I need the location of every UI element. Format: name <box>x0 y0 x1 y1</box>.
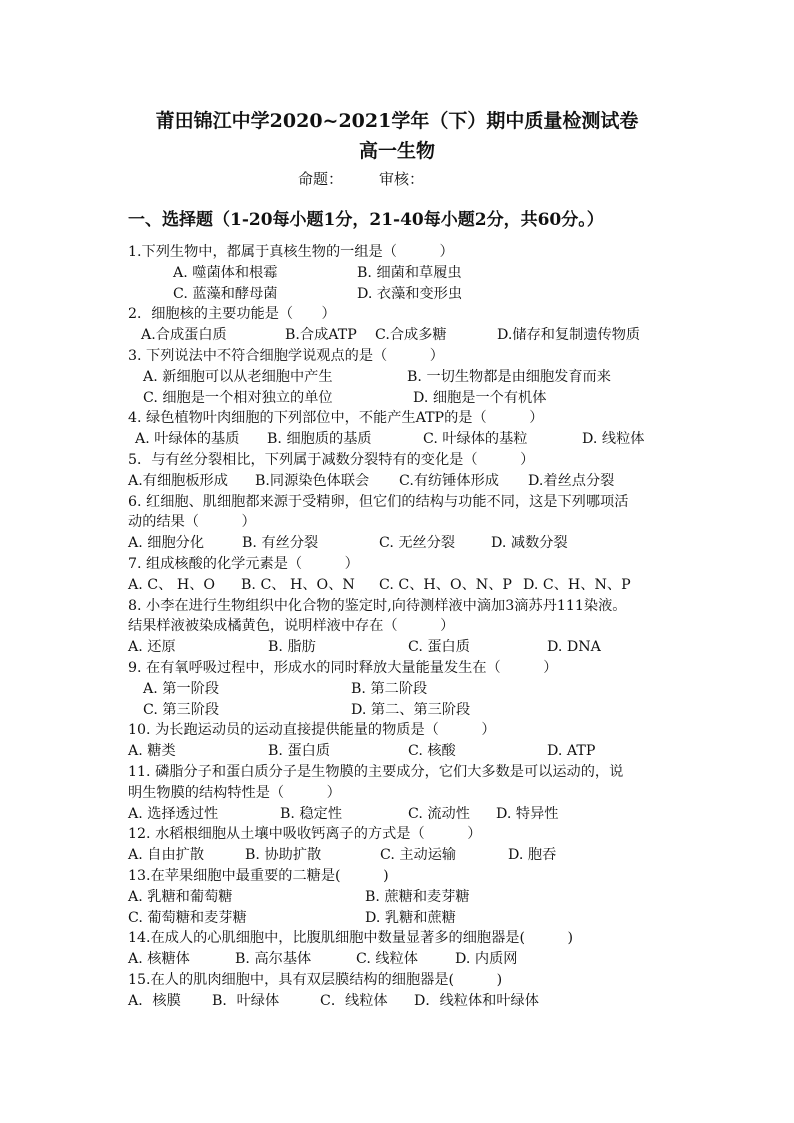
option: C. 第三阶段 <box>143 702 220 718</box>
option: A. 还原 <box>128 639 176 655</box>
option: C. 核酸 <box>408 743 456 759</box>
question-stem: 14.在成人的心肌细胞中，比腹肌细胞中数量显著多的细胞器是( ) <box>128 930 574 946</box>
option: C. 主动运输 <box>380 847 457 863</box>
option: D.储存和复制遗传物质 <box>497 327 641 343</box>
option: D. 特异性 <box>496 806 559 822</box>
option: D. 衣藻和变形虫 <box>357 286 463 302</box>
option: B. 脂肪 <box>268 639 316 655</box>
question-stem: 3. 下列说法中不符合细胞学说观点的是（ ） <box>128 348 444 364</box>
section-heading: 一、选择题（1-20每小题1分，21-40每小题2分，共60分。） <box>128 210 604 230</box>
question-stem-cont: 动的结果（ ） <box>128 514 256 530</box>
question-stem: 1.下列生物中，都属于真核生物的一组是（ ） <box>128 244 454 260</box>
option: C. C、H、O、N、P <box>379 577 512 593</box>
author-line <box>298 168 460 189</box>
question-stem: 15.在人的肌肉细胞中，具有双层膜结构的细胞器是( ) <box>128 972 503 988</box>
question-stem: 6. 红细胞、肌细胞都来源于受精卵，但它们的结构与功能不同，这是下列哪项活 <box>128 494 629 510</box>
option: C．线粒体 <box>320 993 388 1009</box>
option: D. 胞吞 <box>508 847 557 863</box>
option: A.有细胞板形成 <box>128 473 228 489</box>
option: D．线粒体和叶绿体 <box>414 993 539 1009</box>
option: A. 细胞分化 <box>128 535 205 551</box>
option: D. C、H、N、P <box>523 577 631 593</box>
option: B.合成ATP <box>285 327 357 343</box>
option: C.合成多糖 <box>375 327 447 343</box>
option: D. 第二、第三阶段 <box>351 702 471 718</box>
option: A.合成蛋白质 <box>141 327 227 343</box>
option: D. 细胞是一个有机体 <box>413 390 547 406</box>
option: D.着丝点分裂 <box>528 473 615 489</box>
option: C. 蛋白质 <box>408 639 470 655</box>
option: A. C、 H、O <box>128 577 216 593</box>
question-stem: 4. 绿色植物叶肉细胞的下列部位中，不能产生ATP的是（ ） <box>128 410 544 426</box>
option: D. 乳糖和蔗糖 <box>365 910 456 926</box>
option: B. 第二阶段 <box>351 681 428 697</box>
option: A. 乳糖和葡萄糖 <box>128 889 233 905</box>
option: A. 噬菌体和根霉 <box>173 265 278 281</box>
setter-label: 命题： <box>298 170 344 188</box>
option: A. 选择透过性 <box>128 806 219 822</box>
question-stem: 5．与有丝分裂相比，下列属于减数分裂特有的变化是（ ） <box>128 452 535 468</box>
option: C. 无丝分裂 <box>379 535 456 551</box>
question-stem: 9. 在有氧呼吸过程中，形成水的同时释放大量能量发生在（ ） <box>128 660 558 676</box>
option: A. 核糖体 <box>128 951 190 967</box>
question-stem: 12. 水稻根细胞从土壤中吸收钙离子的方式是（ ） <box>128 826 482 842</box>
option: B. 细胞质的基质 <box>267 431 372 447</box>
option: C. 葡萄糖和麦芽糖 <box>128 910 247 926</box>
option: D. ATP <box>547 743 596 759</box>
reviewer-label: 审核： <box>379 170 425 188</box>
option: C. 流动性 <box>408 806 470 822</box>
option: C. 线粒体 <box>356 951 418 967</box>
option: B. 蛋白质 <box>268 743 331 759</box>
option: A. 自由扩散 <box>128 847 205 863</box>
exam-subtitle: 高一生物 <box>358 140 435 162</box>
option: B. 有丝分裂 <box>242 535 319 551</box>
option: B. 协助扩散 <box>245 847 322 863</box>
option: B. 高尔基体 <box>235 951 312 967</box>
question-stem-cont: 结果样液被染成橘黄色，说明样液中存在（ ） <box>128 618 455 634</box>
option: B. 稳定性 <box>280 806 343 822</box>
option: A．核膜 <box>128 993 181 1009</box>
option: A. 糖类 <box>128 743 176 759</box>
option: D. DNA <box>547 639 601 655</box>
option: D. 减数分裂 <box>491 535 568 551</box>
question-stem: 11. 磷脂分子和蛋白质分子是生物膜的主要成分，它们大多数是可以运动的，说 <box>128 764 624 780</box>
option: C. 细胞是一个相对独立的单位 <box>143 390 333 406</box>
option: C.有纺锤体形成 <box>399 473 499 489</box>
option: B. C、 H、O、N <box>241 577 355 593</box>
option: B．叶绿体 <box>212 993 280 1009</box>
question-stem: 8. 小李在进行生物组织中化合物的鉴定时,向待测样液中滴加3滴苏丹111染液。 <box>128 598 627 614</box>
option: A. 叶绿体的基质 <box>135 431 240 447</box>
option: B. 蔗糖和麦芽糖 <box>365 889 470 905</box>
option: B.同源染色体联会 <box>255 473 370 489</box>
question-stem: 10. 为长跑运动员的运动直接提供能量的物质是（ ） <box>128 722 496 738</box>
option: C. 叶绿体的基粒 <box>423 431 528 447</box>
option: A. 第一阶段 <box>143 681 220 697</box>
option: D. 内质网 <box>455 951 518 967</box>
option: C. 蓝藻和酵母菌 <box>173 286 278 302</box>
option: B. 细菌和草履虫 <box>357 265 462 281</box>
question-stem: 2．细胞核的主要功能是（ ） <box>128 306 336 322</box>
option: D. 线粒体 <box>582 431 645 447</box>
option: A. 新细胞可以从老细胞中产生 <box>143 369 333 385</box>
exam-title: 莆田锦江中学2020~2021学年（下）期中质量检测试卷 <box>155 110 639 132</box>
question-stem: 13.在苹果细胞中最重要的二糖是( ) <box>128 868 389 884</box>
question-stem: 7. 组成核酸的化学元素是（ ） <box>128 556 359 572</box>
option: B. 一切生物都是由细胞发育而来 <box>407 369 611 385</box>
question-stem-cont: 明生物膜的结构特性是（ ） <box>128 785 341 801</box>
